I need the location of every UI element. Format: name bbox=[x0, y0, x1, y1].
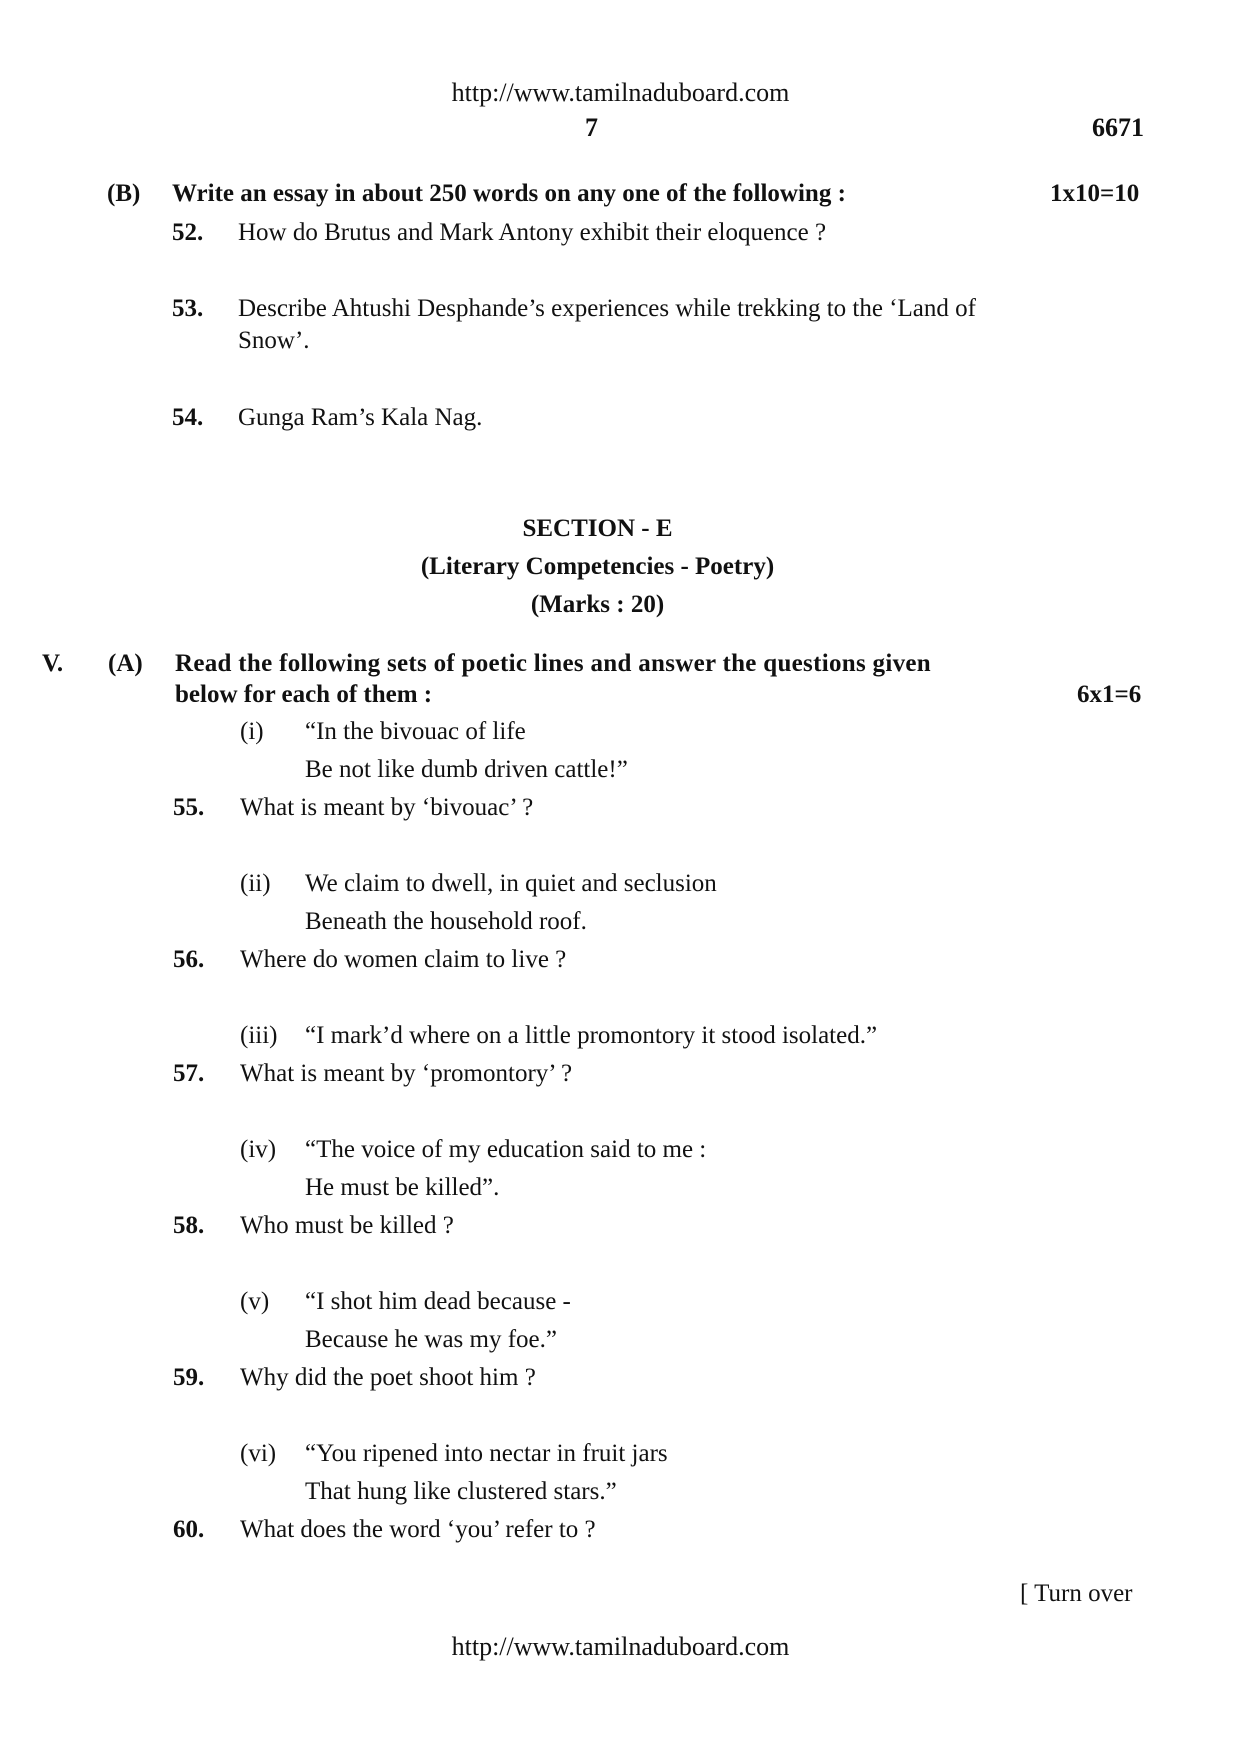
section-subtitle: (Literary Competencies - Poetry) bbox=[420, 553, 775, 580]
section-title: SECTION - E bbox=[522, 515, 673, 542]
question-text: Gunga Ram’s Kala Nag. bbox=[238, 404, 483, 431]
question-number: 58. bbox=[173, 1212, 205, 1239]
question-text: Snow’. bbox=[238, 327, 310, 354]
poem-line: He must be killed”. bbox=[305, 1174, 500, 1201]
question-text: What is meant by ‘promontory’ ? bbox=[240, 1060, 573, 1087]
paper-code: 6671 bbox=[1092, 113, 1144, 142]
question-number: 53. bbox=[172, 295, 204, 322]
poem-line: “I shot him dead because - bbox=[305, 1288, 571, 1315]
poem-line: We claim to dwell, in quiet and seclusion bbox=[305, 870, 717, 897]
question-text: Where do women claim to live ? bbox=[240, 946, 567, 973]
part-b-marks: 1x10=10 bbox=[1050, 180, 1140, 207]
part-a-instruction: below for each of them : bbox=[175, 681, 433, 708]
poem-line: Because he was my foe.” bbox=[305, 1326, 557, 1353]
question-number: 56. bbox=[173, 946, 205, 973]
poem-line: “I mark’d where on a little promontory it stood isolated.” bbox=[305, 1022, 878, 1049]
question-text: How do Brutus and Mark Antony exhibit their eloquence ? bbox=[238, 219, 827, 246]
poem-line: Beneath the household roof. bbox=[305, 908, 587, 935]
poem-line: “The voice of my education said to me : bbox=[305, 1136, 707, 1163]
part-a-instruction: Read the following sets of poetic lines and answer the questions given bbox=[175, 650, 931, 677]
poem-roman: (iv) bbox=[240, 1136, 277, 1163]
question-number: 59. bbox=[173, 1364, 205, 1391]
part-a-label: (A) bbox=[108, 650, 143, 677]
header-url: http://www.tamilnaduboard.com bbox=[451, 78, 790, 107]
section-marks: (Marks : 20) bbox=[530, 591, 665, 618]
turn-over: [ Turn over bbox=[1020, 1580, 1133, 1607]
question-number: 54. bbox=[172, 404, 204, 431]
poem-roman: (v) bbox=[240, 1288, 270, 1315]
footer-url: http://www.tamilnaduboard.com bbox=[451, 1632, 790, 1661]
question-text: Who must be killed ? bbox=[240, 1212, 454, 1239]
poem-roman: (iii) bbox=[240, 1022, 278, 1049]
poem-line: “In the bivouac of life bbox=[305, 718, 526, 745]
question-text: What is meant by ‘bivouac’ ? bbox=[240, 794, 534, 821]
poem-roman: (vi) bbox=[240, 1440, 277, 1467]
page-number: 7 bbox=[585, 113, 598, 142]
question-text: Describe Ahtushi Desphande’s experiences while trekking to the ‘Land of bbox=[238, 295, 976, 322]
poem-line: That hung like clustered stars.” bbox=[305, 1478, 617, 1505]
question-text: Why did the poet shoot him ? bbox=[240, 1364, 536, 1391]
poem-line: “You ripened into nectar in fruit jars bbox=[305, 1440, 668, 1467]
question-text: What does the word ‘you’ refer to ? bbox=[240, 1516, 596, 1543]
part-b-instruction: Write an essay in about 250 words on any one of the following : bbox=[172, 180, 846, 207]
part-a-marks: 6x1=6 bbox=[1077, 681, 1142, 708]
poem-line: Be not like dumb driven cattle!” bbox=[305, 756, 628, 783]
question-number: 52. bbox=[172, 219, 204, 246]
poem-roman: (ii) bbox=[240, 870, 271, 897]
part-roman: V. bbox=[42, 650, 64, 677]
part-b-label: (B) bbox=[107, 180, 141, 207]
question-number: 60. bbox=[173, 1516, 205, 1543]
poem-roman: (i) bbox=[240, 718, 264, 745]
question-number: 55. bbox=[173, 794, 205, 821]
question-number: 57. bbox=[173, 1060, 205, 1087]
